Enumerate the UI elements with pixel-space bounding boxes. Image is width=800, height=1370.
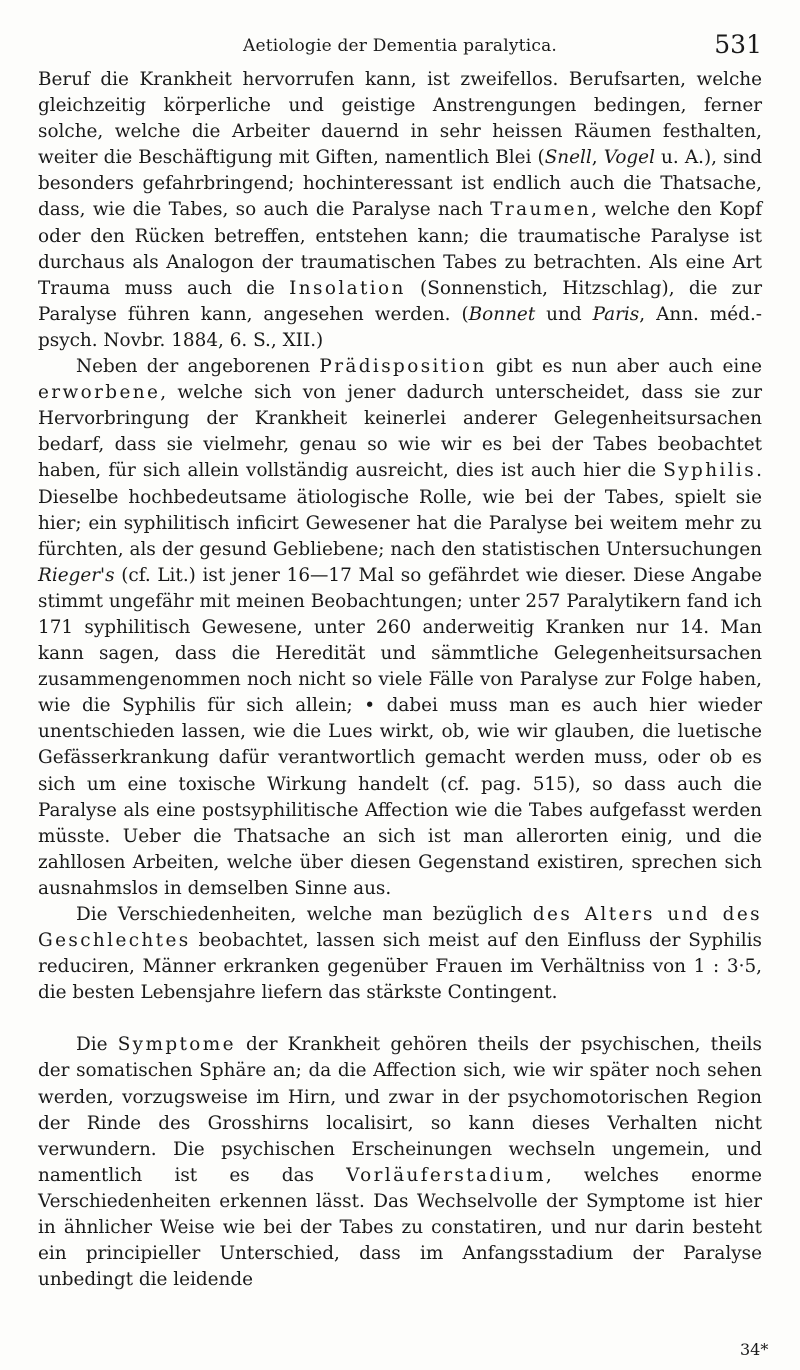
- emphasis-term: Vorläuferstadium: [346, 1164, 546, 1186]
- emphasis-term: Traumen: [490, 199, 592, 221]
- paragraph-2: Neben der angeborenen Prädisposition gibt es nun aber auch eine erworbene, welche sich von jener dadurch unterscheidet, dass sie zur Hervorbringung der Krankheit keinerlei anderer Gelegenheitsursachen bedarf, dass sie vielmehr, genau so wie wir es bei der Tabes beobachtet haben, für sich allein vollständig ausreicht, dies ist auch hier die Syphilis. Dieselbe hochbedeutsame ätiologische Rolle, wie bei der Tabes, spielt sie hier; ein syphilitisch inficirt Gewesener hat die Paralyse bei weitem mehr zu fürchten, als der gesund Gebliebene; nach den statistischen Untersuchungen Rieger's (cf. Lit.) ist jener 16—17 Mal so gefährdet wie dieser. Diese Angabe stimmt ungefähr mit meinen Beobachtungen; unter 257 Paralytikern fand ich 171 syphilitisch Gewesene, unter 260 anderweitig Kranken nur 14. Man kann sagen, dass die Heredität und sämmtliche Gelegenheitsursachen zusammengenommen noch nicht so viele Fälle von Paralyse zur Folge haben, wie die Syphilis für sich allein; • dabei muss man es auch hier wieder unentschieden lassen, wie die Lues wirkt, ob, wie wir glauben, die luetische Gefässerkrankung dafür verantwortlich gemacht werden muss, oder ob es sich um eine toxische Wirkung handelt (cf. pag. 515), so dass auch die Paralyse als eine postsyphilitische Affection wie die Tabes aufgefasst werden müsste. Ueber die Thatsache an sich ist man allerorten einig, und die zahllosen Arbeiten, welche über diesen Gegenstand existiren, sprechen sich ausnahmslos in demselben Sinne aus.: [38, 356, 762, 899]
- emphasis-term: Insolation: [289, 277, 406, 299]
- body-text: [38, 67, 762, 1293]
- author-name: Rieger's: [38, 564, 115, 586]
- emphasis-term: Prädisposition: [319, 356, 487, 378]
- emphasis-term: Symptome: [117, 1034, 236, 1056]
- author-name: Paris: [592, 303, 640, 325]
- emphasis-term: Syphilis: [663, 460, 757, 482]
- author-name: Vogel: [603, 147, 655, 169]
- page-number: 531: [714, 30, 762, 59]
- author-name: Bonnet: [468, 303, 536, 325]
- signature-mark: 34*: [740, 1340, 769, 1359]
- paragraph-gap: [38, 1006, 762, 1032]
- running-head: [38, 30, 762, 64]
- paragraph-4: Die Symptome der Krankheit gehören theils der psychischen, theils der somatischen Sphäre an; da die Affection sich, wie wir später noch sehen werden, vorzugsweise im Hirn, und zwar in der psychomotorischen Region der Rinde des Grosshirns localisirt, so kann dieses Verhalten nicht verwundern. Die psychischen Erscheinungen wechseln ungemein, und namentlich ist es das Vorläuferstadium, welches enorme Verschiedenheiten erkennen lässt. Das Wechselvolle der Symptome ist hier in ähnlicher Weise wie bei der Tabes zu constatiren, und nur darin besteht ein principieller Unterschied, dass im Anfangsstadium der Paralyse unbedingt die leidende: [38, 1034, 762, 1291]
- emphasis-term: erworbene: [38, 382, 161, 404]
- author-name: Snell: [544, 147, 592, 169]
- running-title: Aetiologie der Dementia paralytica.: [242, 36, 558, 56]
- paragraph-3: Die Verschiedenheiten, welche man bezüglich des Alters und des Geschlechtes beobachtet, lassen sich meist auf den Einfluss der Syphilis reduciren, Männer erkranken gegenüber Frauen im Verhältniss von 1 : 3·5, die besten Lebensjahre liefern das stärkste Contingent.: [38, 904, 762, 1004]
- paragraph-1: Beruf die Krankheit hervorrufen kann, ist zweifellos. Berufsarten, welche gleichzeitig körperliche und geistige Anstrengungen bedingen, ferner solche, welche die Arbeiter dauernd in sehr heissen Räumen festhalten, weiter die Beschäftigung mit Giften, namentlich Blei (Snell, Vogel u. A.), sind besonders gefahrbringend; hochinteressant ist endlich auch die Thatsache, dass, wie die Tabes, so auch die Paralyse nach Traumen, welche den Kopf oder den Rücken betreffen, entstehen kann; die traumatische Paralyse ist durchaus als Analogon der traumatischen Tabes zu betrachten. Als eine Art Trauma muss auch die Insolation (Sonnenstich, Hitzschlag), die zur Paralyse führen kann, angesehen werden. (Bonnet und Paris, Ann. méd.-psych. Novbr. 1884, 6. S., XII.): [38, 69, 763, 351]
- emphasis-term: des Alters und des Geschlechtes: [38, 904, 762, 952]
